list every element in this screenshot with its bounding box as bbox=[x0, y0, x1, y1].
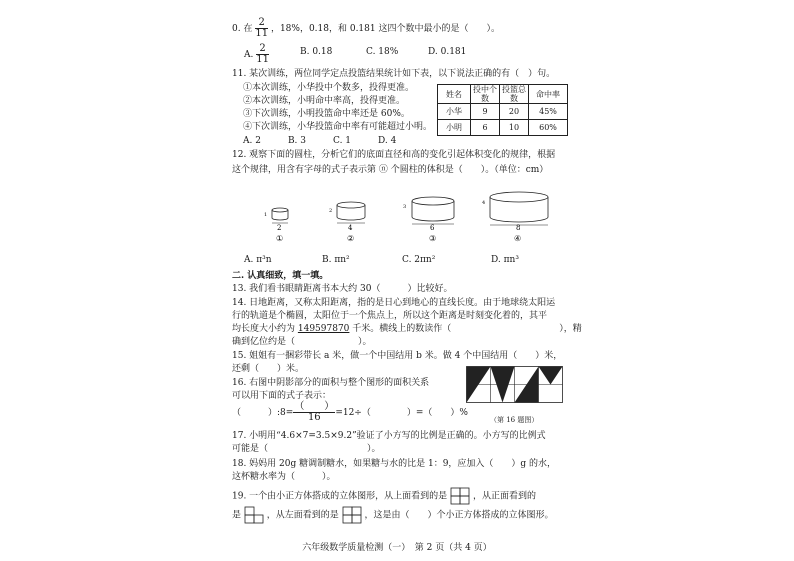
page-footer: 六年级数学质量检测（一） 第 2 页（共 4 页） bbox=[302, 543, 492, 553]
cylinder-4-label: ④ bbox=[514, 234, 522, 243]
table-cell: 9 bbox=[471, 104, 500, 120]
table-cell: 6 bbox=[471, 120, 500, 136]
table-cell: 小明 bbox=[438, 120, 471, 136]
table-row bbox=[438, 120, 568, 136]
q11-statement-1: ①本次训练，小华投中个数多，投得更准。 bbox=[243, 83, 415, 93]
q10-line bbox=[232, 18, 500, 39]
cylinder-1-height: 1 bbox=[264, 212, 268, 218]
q11-table bbox=[437, 84, 568, 136]
cylinder-4-diameter: 8 bbox=[516, 224, 521, 232]
table-cell: 10 bbox=[500, 120, 529, 136]
q12-optB: B. πn² bbox=[322, 255, 350, 265]
table-cell: 45% bbox=[529, 104, 568, 120]
q16-figure bbox=[466, 366, 566, 406]
q14-line-2: 行的轨道是个椭圆，太阳位于一个焦点上，所以这个距离是时刻变化着的，其平 bbox=[232, 311, 548, 321]
cylinder-3-height: 3 bbox=[403, 204, 407, 210]
cylinder-4 bbox=[482, 192, 548, 243]
q16-fraction: $\frac{( )}{16}$ bbox=[294, 401, 335, 423]
q19-line-2: 是 ，从左面看到的是 ，这是由（ ）个小正方体搭成的立体图形。 bbox=[232, 506, 554, 524]
q14-number: 149597870 bbox=[297, 324, 350, 334]
q10-fraction: $\frac{2}{11}$ bbox=[255, 17, 269, 39]
q14-line-3: 均长度大小约为 149597870 千米。横线上的数读作（ ），精 bbox=[232, 324, 582, 334]
table-cell: 小华 bbox=[438, 104, 471, 120]
q16-caption: （第 16 题图） bbox=[490, 416, 539, 424]
q17-line-2: 可能是（ ）。 bbox=[232, 444, 381, 454]
q18-line-1: 18. 妈妈用 20g 糖调制糖水，如果糖与水的比是 1：9，应加入（ ）g 的水， bbox=[232, 459, 557, 469]
cylinder-1-label: ① bbox=[276, 234, 284, 243]
table-row bbox=[438, 104, 568, 120]
q11-stem: 11. 某次训练，两位同学定点投篮结果统计如下表，以下说法正确的有（ ）句。 bbox=[232, 69, 556, 79]
front-view-icon bbox=[244, 506, 264, 524]
q11-options: A. 2 B. 3 C. 1 D. 4 bbox=[243, 136, 397, 146]
q16-line-1: 16. 右图中阴影部分的面积与整个图形的面积关系 bbox=[232, 378, 430, 388]
section-2-heading: 二. 认真细致，填一填。 bbox=[232, 271, 329, 281]
cylinder-2-height: 2 bbox=[329, 208, 333, 214]
cylinder-1 bbox=[264, 208, 288, 243]
q10-prefix: 0. 在 bbox=[232, 24, 253, 34]
q12-line-2: 这个规律，用含有字母的式子表示第 ⓝ 个圆柱的体积是（ ）。（单位：cm） bbox=[232, 165, 549, 175]
cylinder-3-diameter: 6 bbox=[430, 224, 435, 232]
table-header-cell: 投中个数 bbox=[471, 85, 500, 104]
q19-line-1: 19. 一个由小正方体搭成的立体图形，从上面看到的是 ，从正面看到的 bbox=[232, 487, 536, 505]
q15-line-1: 15. 姐姐有一捆彩带长 a 米，做一个中国结用 b 米。做 4 个中国结用（ ）米， bbox=[232, 351, 563, 361]
q14-line-1: 14. 日地距离，又称太阳距离，指的是日心到地心的直线长度。由于地球绕太阳运 bbox=[232, 298, 556, 308]
q16-line-2: 可以用下面的式子表示： bbox=[232, 391, 332, 401]
table-header-cell: 姓名 bbox=[438, 85, 471, 104]
cylinder-3 bbox=[403, 197, 454, 243]
q12-optC: C. 2πn² bbox=[402, 255, 436, 265]
cylinder-figures bbox=[255, 188, 575, 248]
q10-rest: ，18%，0.18̇，和 0.181 这四个数中最小的是（ ）。 bbox=[270, 24, 500, 34]
cylinder-2-diameter: 4 bbox=[348, 224, 353, 232]
q12-optD: D. πn³ bbox=[491, 255, 519, 265]
q11-statement-2: ②本次训练，小明命中率高，投得更准。 bbox=[243, 96, 406, 106]
q12-line-1: 12. 观察下面的圆柱，分析它们的底面直径和高的变化引起体积变化的规律，根据 bbox=[232, 150, 556, 160]
cylinder-4-height: 4 bbox=[482, 200, 486, 206]
cylinder-2-label: ② bbox=[347, 234, 355, 243]
q16-line-3: （ ）:8= $\frac{( )}{16}$ =12÷（ ）=（ ）% bbox=[232, 401, 468, 423]
cylinder-3-label: ③ bbox=[429, 234, 437, 243]
q13: 13. 我们看书眼睛距离书本大约 30（ ）比较好。 bbox=[232, 284, 453, 294]
q12-optA: A. π³n bbox=[244, 255, 272, 265]
q11-statement-4: ④下次训练，小华投篮命中率有可能超过小明。 bbox=[243, 122, 433, 132]
q14-line-4: 确到亿位约是（ ）。 bbox=[232, 337, 372, 347]
q10-optA-fraction: $\frac{2}{11}$ bbox=[256, 43, 269, 65]
table-cell: 20 bbox=[500, 104, 529, 120]
cylinder-2 bbox=[329, 202, 365, 243]
table-header-row bbox=[438, 85, 568, 104]
cylinder-1-diameter: 2 bbox=[277, 224, 282, 232]
q10-optA: A. $\frac{2}{11}$ bbox=[244, 43, 269, 65]
left-view-icon bbox=[342, 506, 362, 524]
table-header-cell: 投篮总数 bbox=[500, 85, 529, 104]
q10-optB: B. 0.18̇ bbox=[300, 47, 333, 57]
table-header-cell: 命中率 bbox=[529, 85, 568, 104]
q11-statement-3: ③下次训练，小明投篮命中率还是 60%。 bbox=[243, 109, 410, 119]
q17-line-1: 17. 小明用“4.6×7=3.5×9.2”验证了小方写的比例是正确的。小方写的比例式 bbox=[232, 431, 546, 441]
q10-optD: D. 0.181 bbox=[428, 47, 467, 57]
table-cell: 60% bbox=[529, 120, 568, 136]
top-view-icon bbox=[450, 487, 470, 505]
q15-line-2: 还剩（ ）米。 bbox=[232, 364, 305, 374]
q10-optC: C. 18% bbox=[366, 47, 399, 57]
q18-line-2: 这杯糖水率为（ ）。 bbox=[232, 472, 336, 482]
